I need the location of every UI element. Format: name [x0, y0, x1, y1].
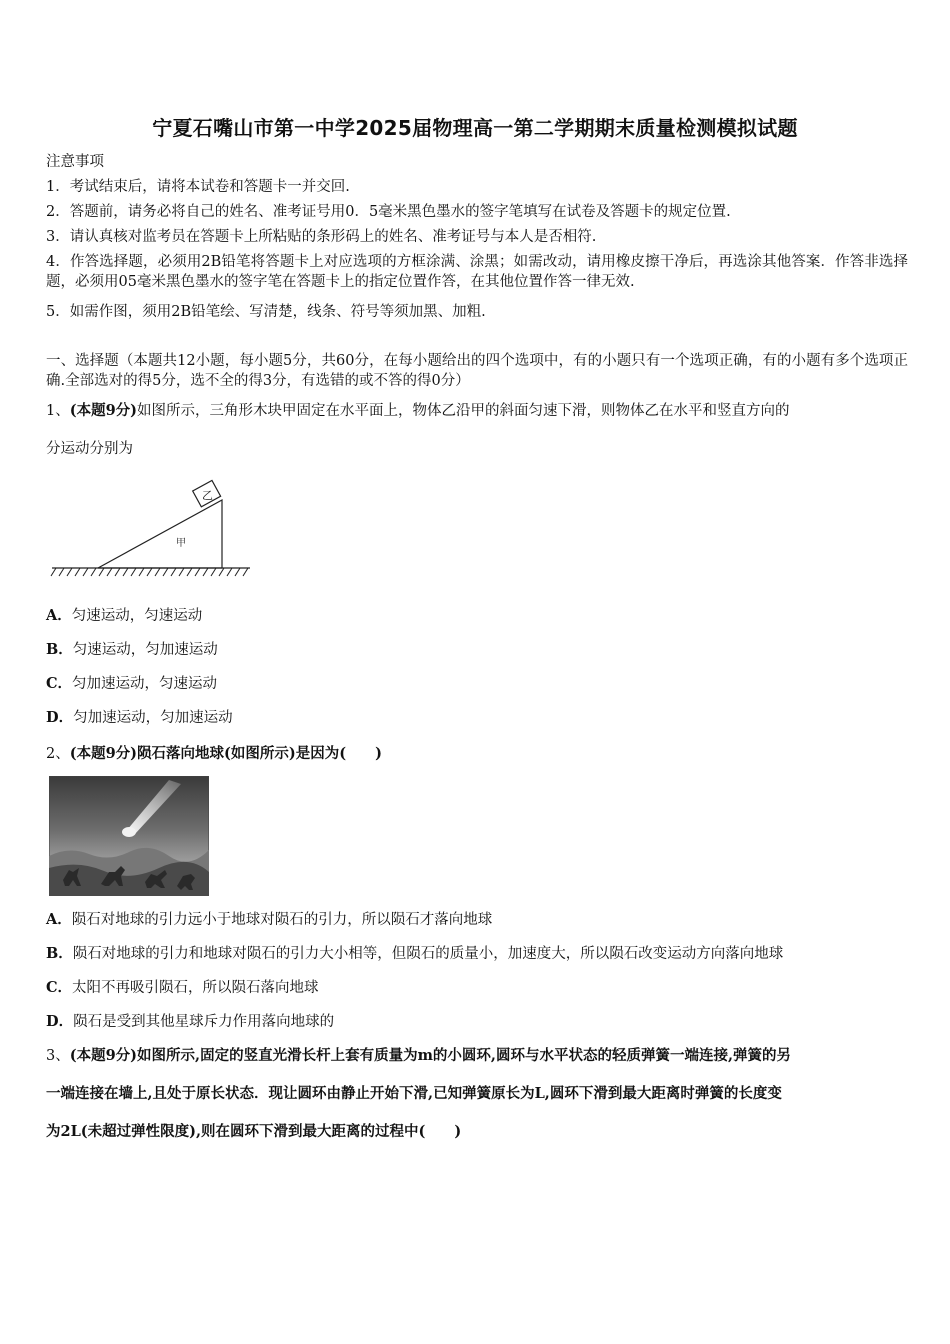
question-2-text: (本题9分)陨石落向地球(如图所示)是因为( )	[69, 745, 382, 762]
exam-title: 宁夏石嘴山市第一中学2025届物理高一第二学期期末质量检测模拟试题	[152, 116, 798, 140]
question-3-line2: 一端连接在墙上,且处于原长状态．现让圆环由静止开始下滑,已知弹簧原长为L,圆环下滑到最大距离时弹簧的长度变	[46, 1085, 782, 1102]
option-letter: A．	[46, 911, 72, 928]
question-3-text: (本题9分)如图所示,固定的竖直光滑长杆上套有质量为m的小圆环,圆环与水平状态的轻质弹簧一端连接,弹簧的另	[69, 1047, 792, 1064]
option-text: 匀速运动，匀速运动	[71, 608, 203, 624]
option-text: 太阳不再吸引陨石，所以陨石落向地球	[72, 980, 319, 996]
question-1-text: 如图所示，三角形木块甲固定在水平面上，物体乙沿甲的斜面匀速下滑，则物体乙在水平和竖直方向的	[137, 403, 790, 419]
q2-option-d	[46, 1012, 334, 1032]
meteorite-image	[49, 776, 209, 896]
option-letter: D．	[46, 1013, 74, 1030]
block-label: 乙	[202, 489, 213, 502]
notice-item-5: 5．如需作图，须用2B铅笔绘、写清楚，线条、符号等须加黑、加粗.	[46, 304, 486, 320]
question-2-number: 2、	[46, 746, 70, 762]
question-1-score: (本题9分)	[69, 402, 138, 419]
q1-option-d	[46, 708, 233, 728]
option-text: 匀速运动，匀加速运动	[72, 642, 218, 658]
option-letter: B．	[46, 641, 73, 658]
option-letter: C．	[46, 979, 73, 996]
option-letter: B．	[46, 945, 73, 962]
q2-option-b	[46, 944, 783, 964]
option-text: 陨石对地球的引力远小于地球对陨石的引力，所以陨石才落向地球	[71, 912, 493, 928]
question-3-line1	[46, 1046, 908, 1066]
option-text: 陨石是受到其他星球斥力作用落向地球的	[73, 1014, 335, 1030]
notice-item-2: 2．答题前，请务必将自己的姓名、准考证号用0．5毫米黑色墨水的签字笔填写在试卷及答题卡的规定位置.	[46, 204, 731, 220]
notice-item-3: 3．请认真核对监考员在答题卡上所粘贴的条形码上的姓名、准考证号与本人是否相符.	[46, 229, 597, 245]
notice-item-1: 1．考试结束后，请将本试卷和答题卡一并交回.	[46, 179, 350, 195]
question-1-stem-line2: 分运动分别为	[46, 441, 133, 457]
option-letter: A．	[46, 607, 72, 624]
option-text: 匀加速运动，匀速运动	[72, 676, 218, 692]
q2-option-c	[46, 978, 319, 998]
wedge-label: 甲	[176, 538, 186, 549]
notice-heading: 注意事项	[46, 154, 104, 170]
option-letter: C．	[46, 675, 73, 692]
q2-option-a	[46, 910, 492, 930]
question-1-number: 1、	[46, 403, 70, 419]
question-3-line3: 为2L(未超过弹性限度),则在圆环下滑到最大距离的过程中( )	[46, 1123, 462, 1140]
wedge-triangle	[98, 500, 222, 568]
question-1-stem	[46, 401, 908, 421]
option-text: 陨石对地球的引力和地球对陨石的引力大小相等，但陨石的质量小，加速度大，所以陨石改变运动方向落向地球	[72, 946, 784, 962]
question-2-stem	[46, 744, 908, 764]
q1-option-c	[46, 674, 217, 694]
q1-option-a	[46, 606, 202, 626]
q1-option-b	[46, 640, 218, 660]
option-text: 匀加速运动，匀加速运动	[73, 710, 233, 726]
option-letter: D．	[46, 709, 74, 726]
notice-item-4: 4．作答选择题，必须用2B铅笔将答题卡上对应选项的方框涂满、涂黑；如需改动，请用橡皮擦干净后，再选涂其他答案．作答非选择题，必须用05毫米黑色墨水的签字笔在答题卡上的指定位置作答，在其他位置作答一律无效.	[46, 254, 908, 290]
question-3-number: 3、	[46, 1048, 70, 1064]
section-heading: 一、选择题（本题共12小题，每小题5分，共60分，在每小题给出的四个选项中，有的小题只有一个选项正确，有的小题有多个选项正确.全部选对的得5分，选不全的得3分，有选错的或不答的得0分）	[46, 353, 908, 389]
incline-figure	[50, 478, 255, 578]
